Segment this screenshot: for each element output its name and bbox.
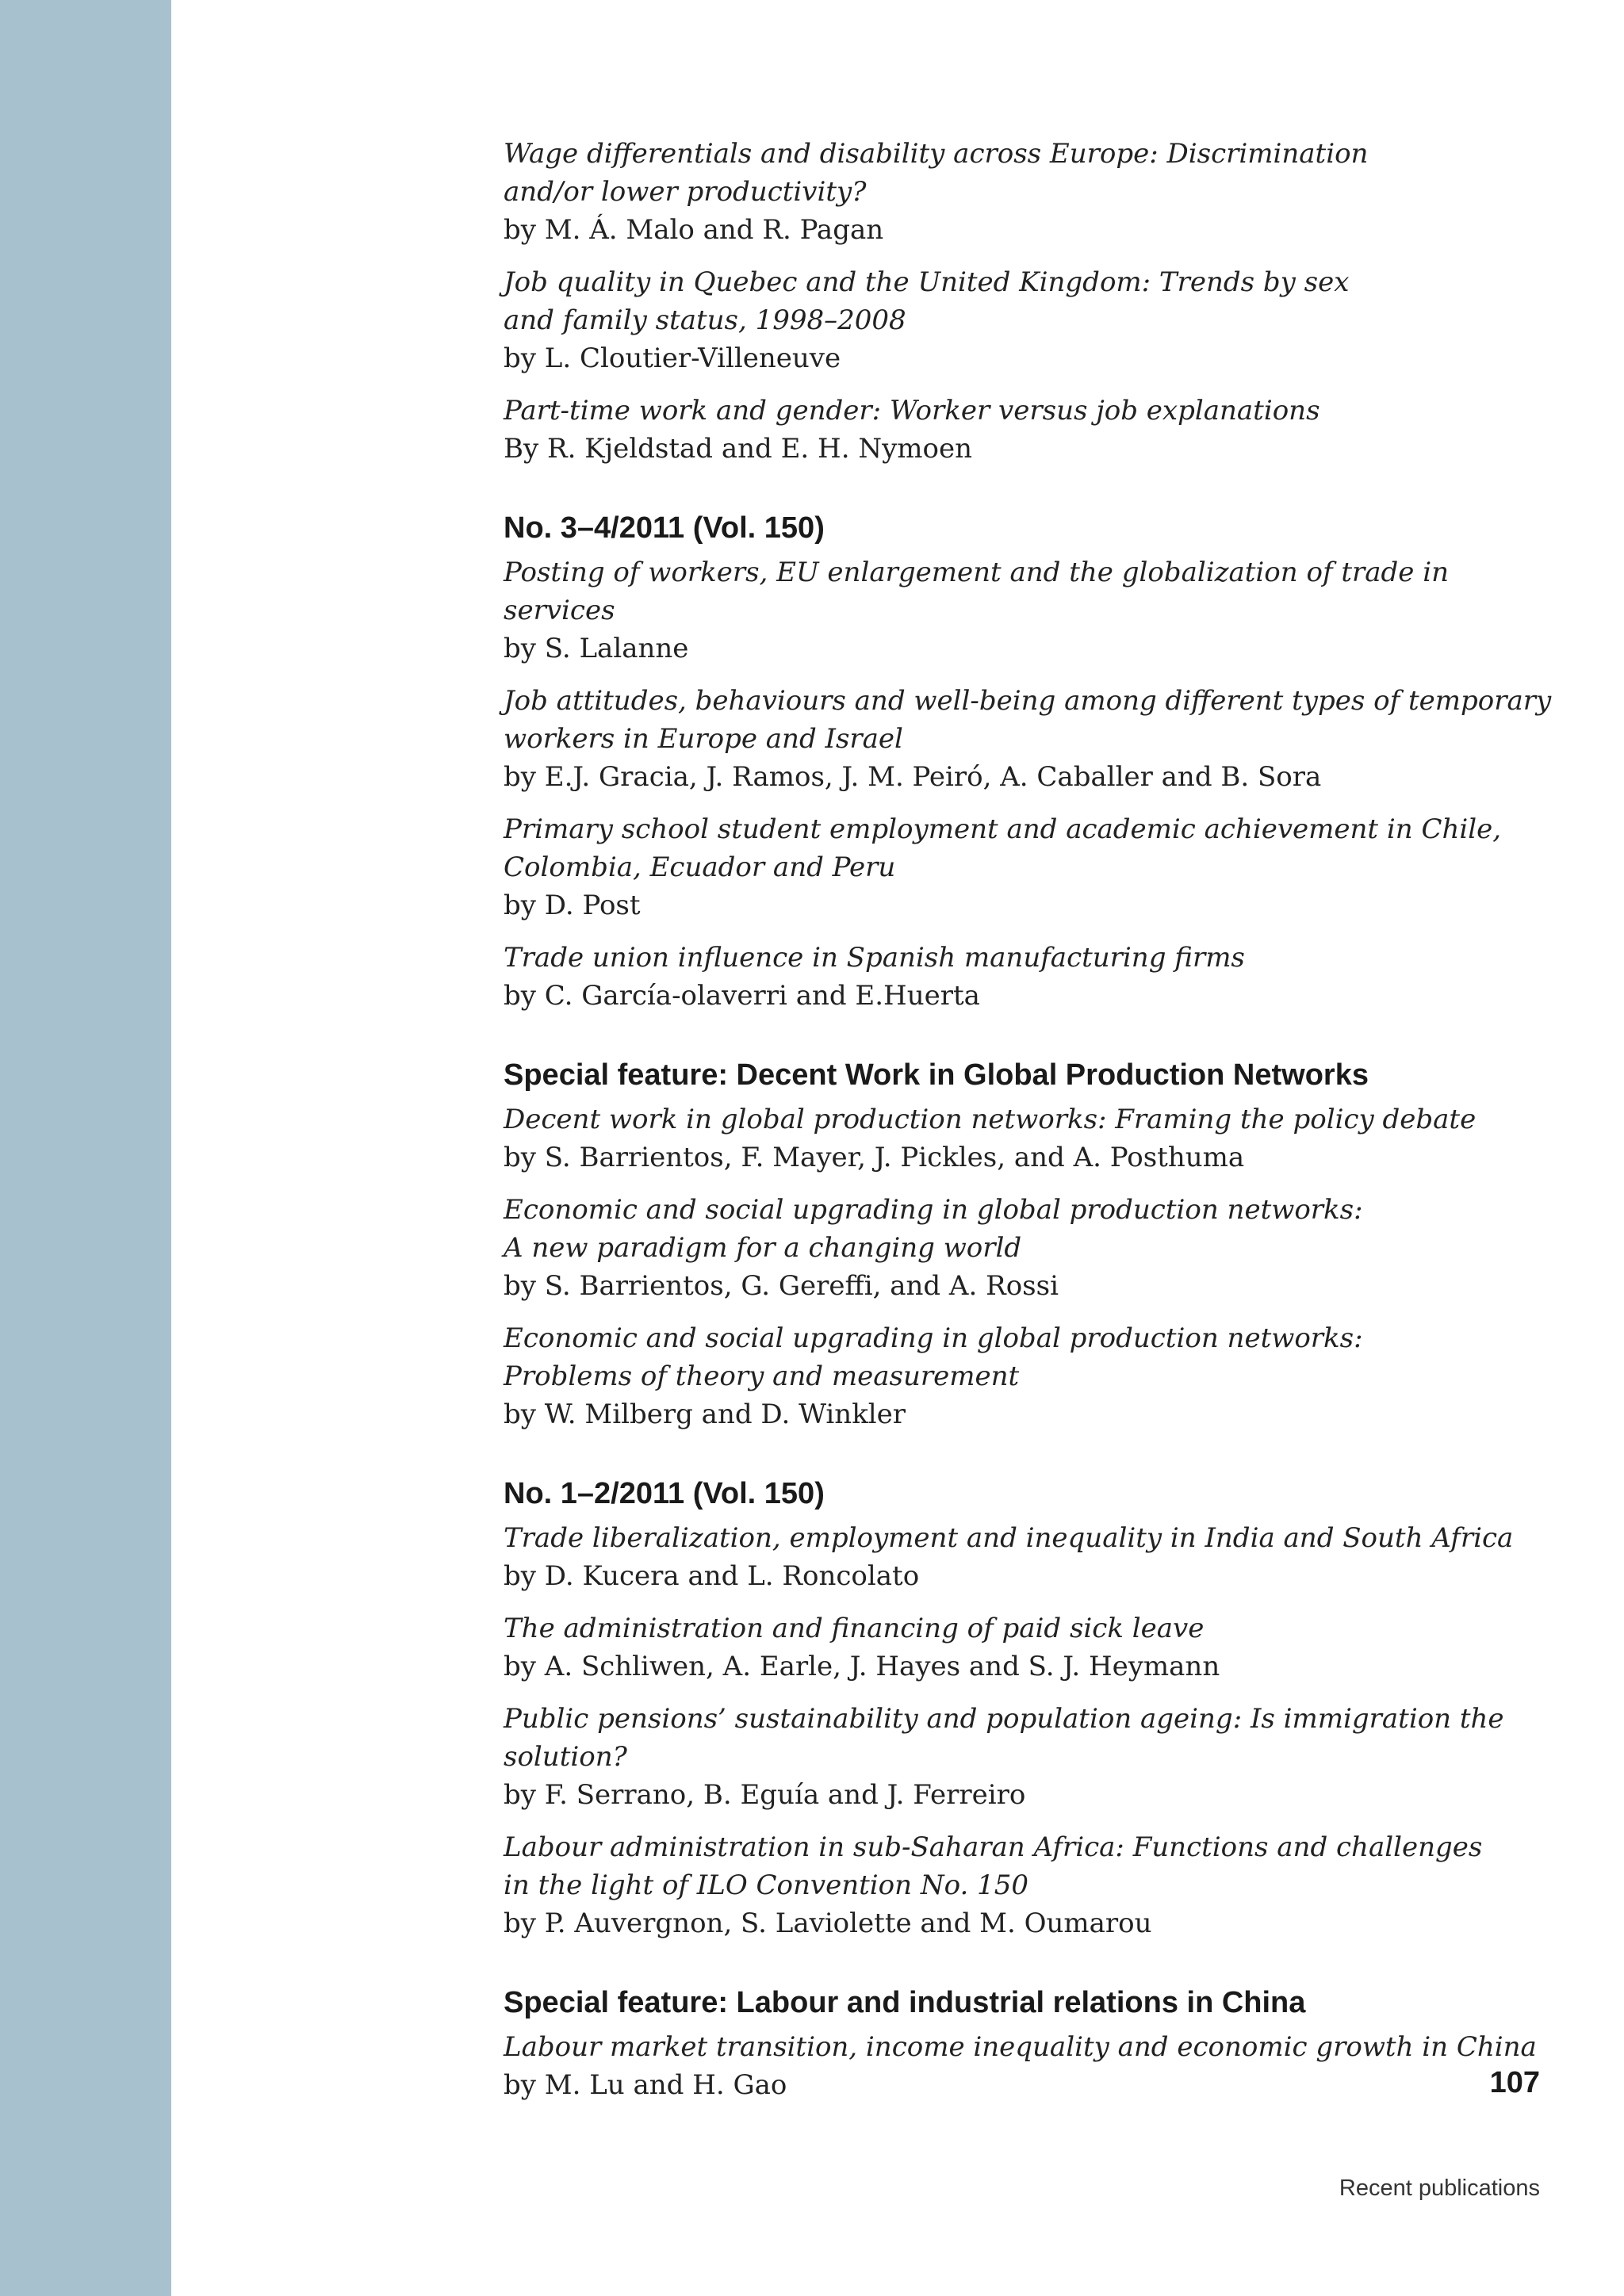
article-authors: by F. Serrano, B. Eguía and J. Ferreiro (504, 1779, 1026, 1811)
article-authors: by M. Lu and H. Gao (504, 2069, 787, 2101)
section-special-feature-china (504, 1984, 1558, 2104)
article-authors: by M. Á. Malo and R. Pagan (504, 214, 884, 246)
article-authors: by E.J. Gracia, J. Ramos, J. M. Peiró, A. Caballer and B. Sora (504, 761, 1322, 793)
section-special-feature-decent-work (504, 1056, 1558, 1433)
article-title: Decent work in global production networks: Framing the policy debate (504, 1104, 1477, 1135)
article-title: The administration and financing of paid sick leave (504, 1613, 1205, 1644)
article-title: Job attitudes, behaviours and well-being among different types of temporary workers in Europe and Israel (504, 685, 1552, 755)
article-title: Trade union influence in Spanish manufacturing firms (504, 942, 1245, 974)
article-authors: by W. Milberg and D. Winkler (504, 1399, 906, 1430)
article-authors: by P. Auvergnon, S. Laviolette and M. Oumarou (504, 1908, 1152, 1939)
publication-entry (504, 1609, 1558, 1686)
page-number: 107 (1489, 2066, 1540, 2099)
article-title: Labour administration in sub-Saharan Africa: Functions and challenges in the light of ILO Convention No. 150 (504, 1831, 1483, 1901)
publication-entry (504, 1828, 1558, 1942)
section-heading: No. 3–4/2011 (Vol. 150) (504, 511, 825, 545)
article-title: Wage differentials and disability across Europe: Discrimination and/or lower productivity? (504, 138, 1369, 208)
publication-entry (504, 939, 1558, 1015)
publication-entry (504, 135, 1558, 249)
article-authors: by D. Kucera and L. Roncolato (504, 1560, 920, 1592)
article-authors: by L. Cloutier-Villeneuve (504, 342, 841, 374)
publication-entry (504, 553, 1558, 668)
article-authors: by S. Lalanne (504, 633, 689, 664)
section-issue-3-4-2011 (504, 509, 1558, 1015)
section-heading: Special feature: Labour and industrial relations in China (504, 1986, 1306, 2019)
article-title: Job quality in Quebec and the United Kingdom: Trends by sex and family status, 1998–2008 (504, 266, 1350, 336)
publication-entry (504, 1700, 1558, 1814)
publication-list (504, 135, 1558, 2118)
article-authors: by S. Barrientos, G. Gereffi, and A. Rossi (504, 1270, 1059, 1302)
article-title: Labour market transition, income inequality and economic growth in China (504, 2031, 1537, 2063)
article-title: Economic and social upgrading in global production networks: Problems of theory and measurement (504, 1322, 1363, 1392)
publication-entry (504, 1319, 1558, 1433)
section-issue-1-2-2011 (504, 1475, 1558, 1942)
article-authors: by D. Post (504, 890, 641, 921)
publication-entry (504, 1191, 1558, 1305)
article-authors: by A. Schliwen, A. Earle, J. Hayes and S. J. Heymann (504, 1651, 1220, 1682)
publication-entry (504, 1100, 1558, 1177)
side-color-bar (0, 0, 171, 2296)
publication-entry (504, 263, 1558, 377)
article-title: Public pensions’ sustainability and population ageing: Is immigration the solution? (504, 1703, 1504, 1773)
section-heading: Special feature: Decent Work in Global Production Networks (504, 1058, 1369, 1092)
article-title: Primary school student employment and academic achievement in Chile, Colombia, Ecuador and Peru (504, 813, 1502, 883)
article-authors: By R. Kjeldstad and E. H. Nymoen (504, 433, 972, 465)
section-continued (504, 135, 1558, 468)
article-title: Economic and social upgrading in global production networks: A new paradigm for a changing world (504, 1194, 1363, 1264)
article-title: Posting of workers, EU enlargement and the globalization of trade in services (504, 557, 1449, 626)
publication-entry (504, 1519, 1558, 1595)
section-heading: No. 1–2/2011 (Vol. 150) (504, 1477, 825, 1510)
running-footer: Recent publications (1339, 2175, 1540, 2201)
publication-entry (504, 682, 1558, 796)
publication-entry (504, 2028, 1558, 2104)
article-authors: by C. García-olaverri and E.Huerta (504, 980, 980, 1012)
publication-entry (504, 810, 1558, 924)
article-title: Part-time work and gender: Worker versus job explanations (504, 395, 1320, 427)
publication-entry (504, 392, 1558, 468)
article-authors: by S. Barrientos, F. Mayer, J. Pickles, and A. Posthuma (504, 1142, 1245, 1173)
article-title: Trade liberalization, employment and inequality in India and South Africa (504, 1522, 1514, 1554)
